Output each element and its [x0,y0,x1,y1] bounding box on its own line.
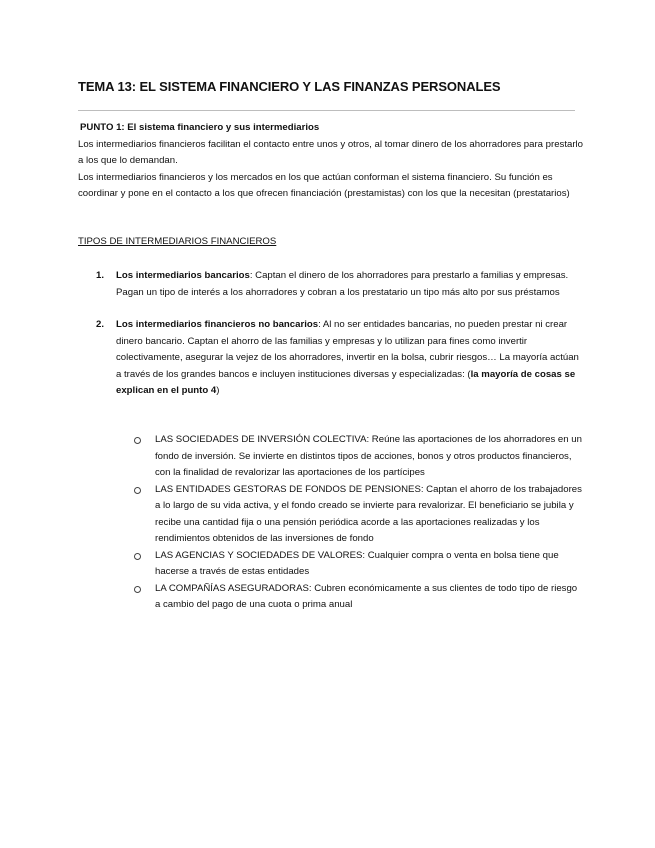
list-number: 2. [96,319,105,330]
list-item-text: : Captan el dinero de los ahorradores para prestarlo a familias y empresas. Pagan un tipo de interés a los ahorradores y cobran a los prestatario un tipo más alto por sus préstamos [116,270,569,298]
entities-sublist [134,432,582,614]
sublist-item-text: LAS AGENCIAS Y SOCIEDADES DE VALORES: Cualquier compra o venta en bolsa tiene que hacerse a través de estas entidades [155,549,559,577]
sublist-item-text: LAS SOCIEDADES DE INVERSIÓN COLECTIVA: Reúne las aportaciones de los ahorradores en un fondo de inversión. Se invierte en distintos tipos de acciones, bonos y otros productos financieros, con la finalidad de revalorizar las aportaciones de los partícipes [155,434,582,478]
intermediaries-list [96,268,581,400]
list-item [96,268,581,301]
list-item-text: : Al no ser entidades bancarias, no pueden prestar ni crear dinero bancario. Captan el ahorro de las familias y empresas y lo utilizan para fines como invertir colectivamente, asegurar la vejez de los ahorradores, invertir en la bolsa, cubrir riesgos… La mayoría actúan a través de los grandes bancos e incluyen instituciones diversas y especializadas: ( [116,319,579,380]
circle-bullet-icon [134,553,141,560]
list-item-term: Los intermediarios bancarios [116,270,250,281]
punto-1-section [78,120,583,203]
title-divider [78,110,575,111]
list-item-close: ) [216,385,220,396]
page-title: TEMA 13: EL SISTEMA FINANCIERO Y LAS FINANZAS PERSONALES [78,79,501,94]
sublist-item [134,581,582,614]
punto-1-paragraph-1: Los intermediarios financieros facilitan el contacto entre unos y otros, al tomar dinero de los ahorradores para prestarlo a los que lo demandan. [78,138,584,166]
circle-bullet-icon [134,586,141,593]
list-item-term: Los intermediarios financieros no bancarios [116,319,319,330]
punto-1-heading [78,120,583,137]
punto-1-paragraph-2: Los intermediarios financieros y los mercados en los que actúan conforman el sistema financiero. Su función es coordinar y pone en el contacto a los que ofrecen financiación (prestamistas) con los que la necesitan (prestatarios) [78,171,570,199]
punto-1-heading-text: : El sistema financiero y sus intermediarios [121,122,320,133]
list-item [96,317,581,400]
tipos-heading: TIPOS DE INTERMEDIARIOS FINANCIEROS [78,236,277,247]
sublist-item-text: LAS ENTIDADES GESTORAS DE FONDOS DE PENSIONES: Captan el ahorro de los trabajadores a lo largo de su vida activa, y el fondo creado se invierte para revalorizar. El beneficiario se jubila y recibe una cantidad fija o una pensión periódica acorde a las aportaciones realizadas y los rendimientos obtenidos de las inversiones de fondo [155,483,582,544]
sublist-item [134,432,582,482]
list-item-note: la mayoría de cosas se explican en el punto 4 [116,368,576,396]
circle-bullet-icon [134,487,141,494]
sublist-item-text: LA COMPAÑÍAS ASEGURADORAS: Cubren económicamente a sus clientes de todo tipo de riesgo a cambio del pago de una cuota o prima anual [155,582,578,610]
list-number: 1. [96,270,105,281]
sublist-item [134,548,582,581]
sublist-item [134,482,582,548]
punto-1-label: PUNTO 1 [80,122,122,133]
circle-bullet-icon [134,437,141,444]
